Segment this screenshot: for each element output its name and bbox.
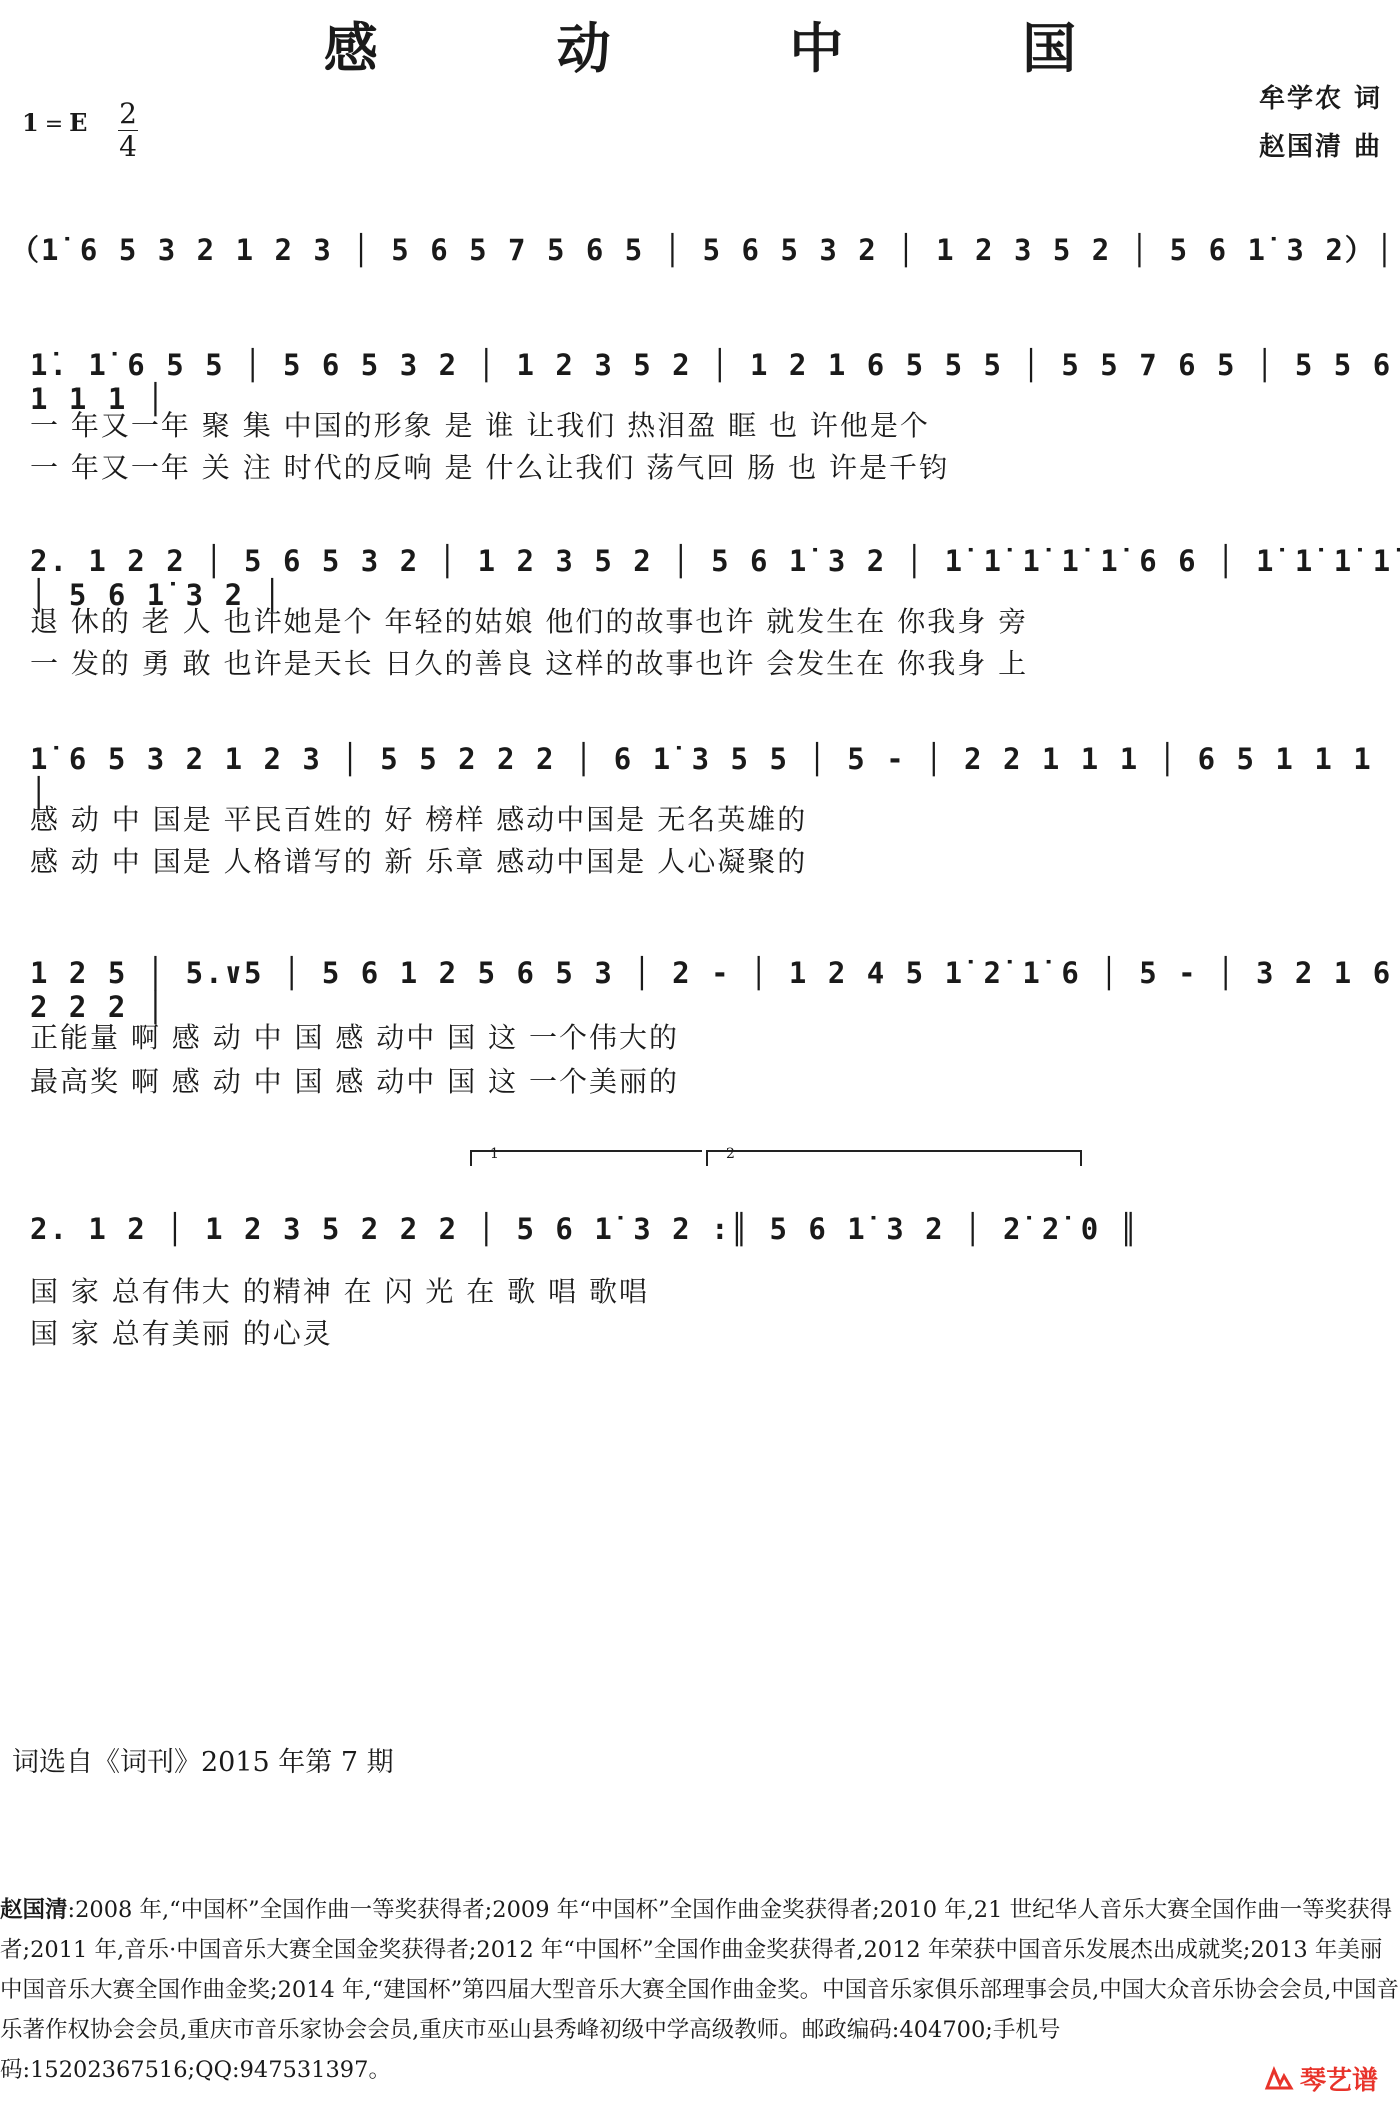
composer-credit: 赵国清 曲 bbox=[1258, 132, 1382, 162]
lyrics-verse-1: 一 年又一年 聚 集 中国的形象 是 谁 让我们 热泪盈 眶 也 许他是个 bbox=[30, 409, 930, 442]
volta-bracket-2 bbox=[706, 1150, 1082, 1166]
lyrics-verse-1: 退 休的 老 人 也许她是个 年轻的姑娘 他们的故事也许 就发生在 你我身 旁 bbox=[30, 605, 1029, 638]
lyrics-verse-1: 国 家 总有伟大 的精神 在 闪 光 在 歌 唱 歌唱 bbox=[30, 1275, 650, 1308]
notes-line: 1̇. 1̇ 6 5 5 │ 5 6 5 3 2 │ 1 2 3 5 2 │ 1 2 1 6 5 5 5 │ 5 5 7 6 5 │ 5 5 6 1 1 1 │ bbox=[30, 348, 1393, 416]
lyrics-source-note: 词选自《词刊》2015 年第 7 期 bbox=[12, 1747, 394, 1778]
lyrics-verse-1: 正能量 啊 感 动 中 国 感 动中 国 这 一个伟大的 bbox=[30, 1021, 680, 1054]
meter-bottom: 4 bbox=[119, 130, 137, 163]
lyrics-verse-2: 国 家 总有美丽 的心灵 bbox=[30, 1317, 333, 1350]
key-signature bbox=[22, 108, 87, 137]
notes-line: 2. 1 2 2 │ 5 6 5 3 2 │ 1 2 3 5 2 │ 5 6 1̇ 3 2 │ 1̇ 1̇ 1̇ 1̇ 1̇ 6 6 │ 1̇ 1̇ 1̇ 1̇ │ 5 6 1̇ 3 2 │ bbox=[30, 544, 1393, 612]
lyricist-credit: 牟学农 词 bbox=[1258, 84, 1382, 114]
notes-line: 1̇ 6 5 3 2 1 2 3 │ 5 5 2 2 2 │ 6 1̇ 3 5 5 │ 5 - │ 2 2 1 1 1 │ 6 5 1 1 1 │ bbox=[30, 742, 1373, 810]
notes-line: 2. 1 2 │ 1 2 3 5 2 2 2 │ 5 6 1̇ 3 2 :║ 5 6 1̇ 3 2 │ 2̇ 2̇ 0 ║ bbox=[30, 1212, 1140, 1246]
notes-line: 1 2 5 │ 5.∨5 │ 5 6 1 2 5 6 5 3 │ 2 - │ 1 2 4 5 1̇ 2̇ 1̇ 6 │ 5 - │ 3 2 1 6 2 2 2 │ bbox=[30, 956, 1393, 1024]
brand-name: 琴艺谱 bbox=[1299, 2066, 1378, 2096]
lyrics-verse-2: 一 年又一年 关 注 时代的反响 是 什么让我们 荡气回 肠 也 许是千钧 bbox=[30, 451, 950, 484]
lyrics-verse-2: 一 发的 勇 敢 也许是天长 日久的善良 这样的故事也许 会发生在 你我身 上 bbox=[30, 647, 1029, 680]
notes-line: （1̇ 6 5 3 2 1 2 3 │ 5 6 5 7 5 6 5 │ 5 6 5 3 2 │ 1 2 3 5 2 │ 5 6 1̇ 3 2）│ bbox=[10, 233, 1396, 267]
bio-name: 赵国清 bbox=[0, 1897, 68, 1923]
composer-biography bbox=[0, 1890, 1400, 2100]
piano-logo-icon bbox=[1264, 2064, 1294, 2094]
bio-text: :2008 年,“中国杯”全国作曲一等奖获得者;2009 年“中国杯”全国作曲金奖获得者;2010 年,21 世纪华人音乐大赛全国作曲一等奖获得者;2011 年,音乐·中国音乐大赛全国金奖获得者;2012 年“中国杯”全国作曲金奖获得者,2012 年荣获中国音乐发展杰出成就奖;2013 年美丽中国音乐大赛全国作曲金奖;2014 年,“建国杯”第四届大型音乐大赛全国作曲金奖。中国音乐家俱乐部理事会员,中国大众音乐协会会员,中国音乐著作权协会会员,重庆市音乐家协会会员,重庆市巫山县秀峰初级中学高级教师。邮政编码:404700;手机号码:15202367516;QQ:947531397。 bbox=[0, 1897, 1399, 2083]
key-degree: 1 bbox=[22, 108, 39, 137]
time-signature bbox=[118, 98, 138, 163]
song-title: 感 动 中 国 bbox=[323, 16, 1157, 80]
key-equals: = bbox=[44, 112, 64, 137]
key-letter: E bbox=[69, 108, 88, 137]
volta-number-2: 2 bbox=[726, 1146, 735, 1162]
volta-number-1: 1 bbox=[490, 1146, 499, 1162]
lyrics-verse-1: 感 动 中 国是 平民百姓的 好 榜样 感动中国是 无名英雄的 bbox=[30, 803, 808, 836]
volta-bracket-1 bbox=[470, 1150, 702, 1166]
meter-top: 2 bbox=[119, 97, 137, 130]
brand-watermark bbox=[1264, 2060, 1378, 2097]
lyrics-verse-2: 感 动 中 国是 人格谱写的 新 乐章 感动中国是 人心凝聚的 bbox=[30, 845, 808, 878]
lyrics-verse-2: 最高奖 啊 感 动 中 国 感 动中 国 这 一个美丽的 bbox=[30, 1065, 680, 1098]
